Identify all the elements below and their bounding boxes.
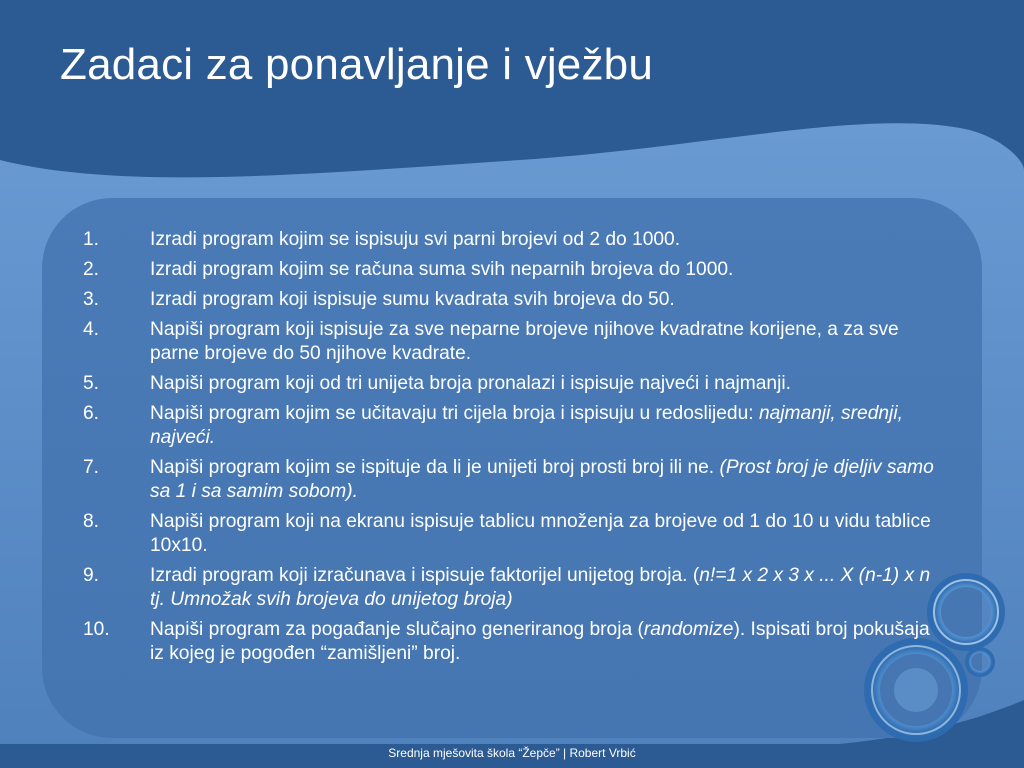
task-text-italic: randomize [643, 619, 734, 640]
task-text [150, 510, 948, 558]
task-number: 9. [83, 565, 100, 586]
task-number: 3. [83, 289, 100, 310]
task-item [78, 618, 948, 666]
task-text [150, 372, 948, 396]
task-text [150, 258, 948, 282]
task-number: 6. [83, 403, 100, 424]
task-item [78, 402, 948, 450]
task-text-segment: ). Ispisati broj pokušaja iz kojeg je pogođen “zamišljeni” broj. [150, 619, 930, 664]
task-text-segment: Napiši program koji ispisuje za sve neparne brojeve njihove kvadratne korijene, a za sve parne brojeve do 50 njihove kvadrate. [150, 319, 899, 364]
task-number: 4. [83, 319, 100, 340]
task-number: 1. [83, 229, 100, 250]
task-list [78, 228, 948, 672]
task-text-italic: najmanji, srednji, najveći. [150, 403, 903, 448]
task-item [78, 510, 948, 558]
task-item [78, 228, 948, 252]
slide-footer: Srednja mješovita škola “Žepče” | Robert Vrbić [388, 746, 636, 760]
task-text-segment: Napiši program kojim se učitavaju tri cijela broja i ispisuju u redoslijedu: [150, 403, 759, 424]
task-text-segment: Napiši program koji od tri unijeta broja pronalazi i ispisuje najveći i najmanji. [150, 373, 791, 394]
task-text [150, 564, 948, 612]
task-text-italic: (Prost broj je djeljiv samo sa 1 i sa samim sobom). [150, 457, 934, 502]
task-text [150, 228, 948, 252]
task-item [78, 288, 948, 312]
task-text-italic: n!=1 x 2 x 3 x ... X (n-1) x n tj. Umnožak svih brojeva do unijetog broja) [150, 565, 931, 610]
task-text [150, 618, 948, 666]
slide-title: Zadaci za ponavljanje i vježbu [60, 40, 654, 89]
task-number: 5. [83, 373, 100, 394]
task-item [78, 564, 948, 612]
task-text [150, 288, 948, 312]
task-number: 10. [83, 619, 110, 640]
task-item [78, 258, 948, 282]
task-number: 7. [83, 457, 100, 478]
task-text-segment: Izradi program koji izračunava i ispisuje faktorijel unijetog broja. ( [150, 565, 700, 586]
task-text-segment: Izradi program koji ispisuje sumu kvadrata svih brojeva do 50. [150, 289, 675, 310]
task-item [78, 372, 948, 396]
task-text-segment: Napiši program kojim se ispituje da li je unijeti broj prosti broj ili ne. [150, 457, 720, 478]
task-text-segment: Izradi program kojim se računa suma svih neparnih brojeva do 1000. [150, 259, 734, 280]
task-text [150, 318, 948, 366]
task-number: 2. [83, 259, 100, 280]
task-text-segment: Izradi program kojim se ispisuju svi parni brojevi od 2 do 1000. [150, 229, 681, 250]
task-number: 8. [83, 511, 100, 532]
task-text [150, 402, 948, 450]
task-text-segment: Napiši program koji na ekranu ispisuje tablicu množenja za brojeve od 1 do 10 u vidu tablice 10x10. [150, 511, 931, 556]
task-text [150, 456, 948, 504]
task-item [78, 456, 948, 504]
task-text-segment: Napiši program za pogađanje slučajno generiranog broja ( [150, 619, 644, 640]
task-item [78, 318, 948, 366]
